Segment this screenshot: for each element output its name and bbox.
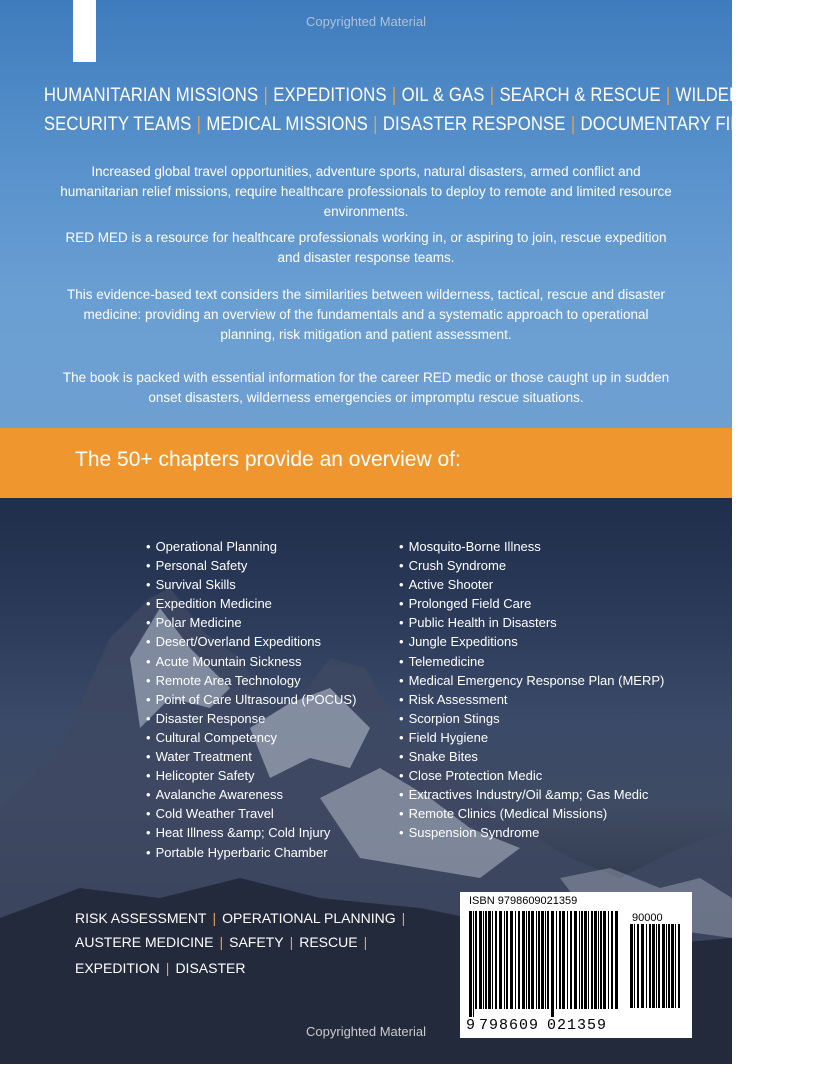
barcode-bar xyxy=(473,911,474,1017)
barcode-bar xyxy=(662,924,665,1008)
chapter-item: • Desert/Overland Expeditions xyxy=(146,632,356,651)
barcode-bar xyxy=(581,911,583,1009)
barcode-bar xyxy=(658,924,660,1008)
chapter-item: • Personal Safety xyxy=(146,556,356,575)
barcode-bar xyxy=(499,911,502,1009)
barcode-bar xyxy=(515,911,516,1009)
barcode-bar xyxy=(556,911,557,1009)
barcode-bar xyxy=(641,924,644,1008)
keyword: OPERATIONAL PLANNING xyxy=(222,910,396,926)
barcode-bar xyxy=(531,911,534,1009)
barcode-bar xyxy=(600,911,602,1009)
barcode-bar xyxy=(615,911,618,1009)
barcode-bar xyxy=(551,911,554,1017)
chapter-item: • Cultural Competency xyxy=(146,728,356,747)
barcode-bar xyxy=(559,911,561,1009)
barcode-bar xyxy=(479,911,482,1009)
tag-search-rescue: SEARCH & RESCUE xyxy=(499,85,661,106)
chapter-item: • Cold Weather Travel xyxy=(146,804,356,823)
chapter-item: • Helicopter Safety xyxy=(146,766,356,785)
chapter-item: • Portable Hyperbaric Chamber xyxy=(146,843,356,862)
barcode-bar xyxy=(545,911,546,1009)
keywords-line-3: EXPEDITION | DISASTER xyxy=(75,960,246,976)
tag-disaster-response: DISASTER RESPONSE xyxy=(382,114,566,135)
barcode-bar xyxy=(666,924,667,1008)
chapter-list-right xyxy=(399,537,664,843)
tagline-line-1: HUMANITARIAN MISSIONS | EXPEDITIONS | OIL & GAS | SEARCH & RESCUE | WILDERNESS xyxy=(43,85,788,106)
chapter-item: • Snake Bites xyxy=(399,747,664,766)
barcode-bar xyxy=(469,911,472,1017)
isbn-label: ISBN 9798609021359 xyxy=(469,895,578,907)
tag-documentary-film-crews: DOCUMENTARY FILM CREWS xyxy=(580,114,821,135)
description-paragraph-2: RED MED is a resource for healthcare professionals working in, or aspiring to join, rescue expedition and disaster response teams. xyxy=(65,230,667,265)
barcode-digit-group-2: 021359 xyxy=(547,1017,608,1034)
chapter-item: • Field Hygiene xyxy=(399,728,664,747)
barcode-bar xyxy=(574,911,577,1009)
chapter-item: • Acute Mountain Sickness xyxy=(146,652,356,671)
keyword: RISK ASSESSMENT xyxy=(75,910,207,926)
barcode-bar xyxy=(646,924,647,1008)
barcode-bar xyxy=(504,911,505,1009)
barcode-bars-main xyxy=(469,911,621,1017)
barcode-bar xyxy=(522,911,525,1009)
chapter-item: • Disaster Response xyxy=(146,709,356,728)
barcode-bar xyxy=(671,924,674,1008)
barcode-bar xyxy=(510,911,513,1009)
tag-oil-gas: OIL & GAS xyxy=(401,85,485,106)
barcode-bar xyxy=(570,911,572,1009)
description-paragraph-3: This evidence-based text considers the similarities between wilderness, tactical, rescue and disaster medicine: providing an overview of the fundamentals and a systematic approach to operational planning, risk mitigation and patient assessment. xyxy=(66,287,666,342)
chapter-item: • Public Health in Disasters xyxy=(399,613,664,632)
chapter-item: • Remote Area Technology xyxy=(146,671,356,690)
chapter-item: • Polar Medicine xyxy=(146,613,356,632)
barcode-bar xyxy=(567,911,568,1009)
keywords-line-2: AUSTERE MEDICINE | SAFETY | RESCUE | xyxy=(75,934,368,950)
chapter-item: • Telemedicine xyxy=(399,652,664,671)
chapter-item: • Scorpion Stings xyxy=(399,709,664,728)
keyword: DISASTER xyxy=(175,960,246,976)
chapter-item: • Mosquito-Borne Illness xyxy=(399,537,664,556)
barcode-bar xyxy=(603,911,606,1009)
keywords-line-1: RISK ASSESSMENT | OPERATIONAL PLANNING | xyxy=(75,910,406,926)
tag-expeditions: EXPEDITIONS xyxy=(273,85,387,106)
barcode-digit-group-1: 798609 xyxy=(479,1017,540,1034)
barcode-bar xyxy=(668,924,670,1008)
barcode-bar xyxy=(526,911,527,1009)
tag-wilderness: WILDERNESS xyxy=(675,85,788,106)
keyword: EXPEDITION xyxy=(75,960,160,976)
barcode-bar xyxy=(611,911,613,1009)
chapter-item: • Risk Assessment xyxy=(399,690,664,709)
isbn-barcode xyxy=(460,892,692,1038)
barcode-bar xyxy=(528,911,530,1009)
keyword: SAFETY xyxy=(229,934,284,950)
barcode-bar xyxy=(562,911,565,1009)
barcode-bar xyxy=(598,911,599,1009)
barcode-bar xyxy=(492,911,493,1009)
chapter-item: • Expedition Medicine xyxy=(146,594,356,613)
keyword: AUSTERE MEDICINE xyxy=(75,934,214,950)
barcode-bar xyxy=(652,924,655,1008)
barcode-bar xyxy=(518,911,520,1009)
white-accent-bar xyxy=(73,0,96,62)
barcode-bars-addon xyxy=(630,924,682,1016)
description-paragraph-4: The book is packed with essential information for the career RED medic or those caught up in sudden onset disasters, wilderness emergencies or impromptu rescue situations. xyxy=(62,370,670,405)
barcode-bar xyxy=(675,924,676,1008)
chapter-list-left xyxy=(146,537,356,862)
barcode-bar xyxy=(488,911,491,1009)
barcode-bar xyxy=(538,911,540,1009)
barcode-bar xyxy=(588,911,589,1009)
barcode-digit-first: 9 xyxy=(466,1017,477,1034)
barcode-bar xyxy=(649,924,651,1008)
watermark-bottom: Copyrighted Material xyxy=(306,1024,426,1039)
price-code: 90000 xyxy=(632,912,663,924)
barcode-bar xyxy=(630,924,633,1008)
chapter-item: • Remote Clinics (Medical Missions) xyxy=(399,804,664,823)
tag-medical-missions: MEDICAL MISSIONS xyxy=(206,114,368,135)
chapter-item: • Active Shooter xyxy=(399,575,664,594)
barcode-bar xyxy=(475,911,477,1009)
chapter-item: • Close Protection Medic xyxy=(399,766,664,785)
chapter-item: • Water Treatment xyxy=(146,747,356,766)
tag-humanitarian-missions: HUMANITARIAN MISSIONS xyxy=(43,85,259,106)
chapters-intro: The 50+ chapters provide an overview of: xyxy=(75,448,461,471)
chapter-item: • Prolonged Field Care xyxy=(399,594,664,613)
barcode-bar xyxy=(591,911,593,1009)
tagline-line-2: SECURITY TEAMS | MEDICAL MISSIONS | DISASTER RESPONSE | DOCUMENTARY FILM CREWS xyxy=(43,114,821,135)
chapter-item: • Suspension Syndrome xyxy=(399,823,664,842)
barcode-bar xyxy=(547,911,549,1009)
barcode-bar xyxy=(495,911,497,1009)
chapter-item: • Operational Planning xyxy=(146,537,356,556)
chapter-item: • Crush Syndrome xyxy=(399,556,664,575)
barcode-bar xyxy=(637,924,639,1008)
barcode-bar xyxy=(584,911,587,1009)
barcode-bar xyxy=(634,924,635,1008)
barcode-bar xyxy=(506,911,508,1009)
barcode-bar xyxy=(579,911,580,1009)
barcode-bar xyxy=(678,924,680,1008)
chapter-item: • Avalanche Awareness xyxy=(146,785,356,804)
barcode-bar xyxy=(594,911,597,1009)
chapter-item: • Survival Skills xyxy=(146,575,356,594)
barcode-bar xyxy=(541,911,544,1009)
barcode-bar xyxy=(485,911,487,1009)
keyword: RESCUE xyxy=(299,934,358,950)
chapter-item: • Medical Emergency Response Plan (MERP) xyxy=(399,671,664,690)
watermark-top: Copyrighted Material xyxy=(306,14,426,29)
barcode-bar xyxy=(483,911,484,1009)
barcode-bar xyxy=(536,911,537,1009)
barcode-bar xyxy=(608,911,609,1009)
chapter-item: • Jungle Expeditions xyxy=(399,632,664,651)
orange-banner xyxy=(0,428,732,498)
tag-security-teams: SECURITY TEAMS xyxy=(43,114,192,135)
description-paragraph-1: Increased global travel opportunities, adventure sports, natural disasters, armed conflict and humanitarian relief missions, require healthcare professionals to deploy to remote and limited resource environments. xyxy=(60,164,672,219)
chapter-item: • Extractives Industry/Oil &amp; Gas Medic xyxy=(399,785,664,804)
barcode-bar xyxy=(656,924,657,1008)
chapter-item: • Heat Illness &amp; Cold Injury xyxy=(146,823,356,842)
chapter-item: • Point of Care Ultrasound (POCUS) xyxy=(146,690,356,709)
